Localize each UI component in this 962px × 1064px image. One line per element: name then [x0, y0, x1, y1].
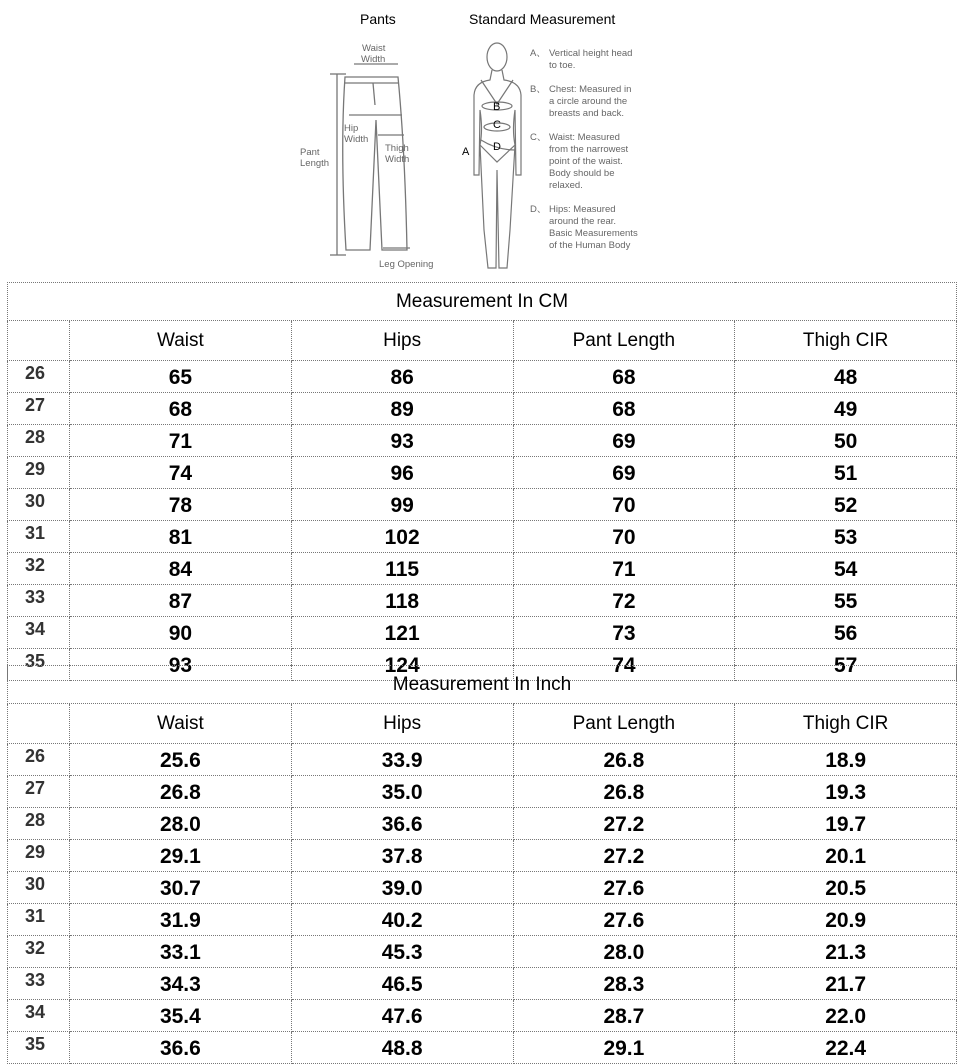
- size-label: 29: [8, 840, 70, 872]
- letter-b: B: [493, 101, 501, 113]
- note-d-line: around the rear.: [549, 216, 617, 227]
- table-cell: 39.0: [291, 872, 513, 904]
- size-label: 26: [8, 744, 70, 776]
- column-header: [8, 704, 70, 744]
- table-cell: 56: [735, 617, 957, 649]
- table-cell: 93: [70, 649, 292, 681]
- thigh-width-label-2: Width: [385, 154, 410, 165]
- table-cell: 93: [291, 425, 513, 457]
- inch-size-table: [7, 665, 957, 1064]
- measurement-notes: [530, 48, 638, 251]
- size-label: 34: [8, 617, 70, 649]
- table-cell: 53: [735, 521, 957, 553]
- table-row: [8, 904, 957, 936]
- size-label: 32: [8, 553, 70, 585]
- column-header: Waist: [70, 321, 292, 361]
- note-b-letter: B、: [530, 84, 546, 95]
- table-cell: 28.0: [70, 808, 292, 840]
- hip-width-label-2: Width: [344, 134, 369, 145]
- table-cell: 78: [70, 489, 292, 521]
- pant-length-label: Pant: [300, 147, 320, 158]
- note-b-line: Chest: Measured in: [549, 84, 632, 95]
- table-cell: 26.8: [513, 744, 735, 776]
- table-row: [8, 872, 957, 904]
- table-cell: 34.3: [70, 968, 292, 1000]
- letter-c: C: [493, 119, 501, 131]
- letter-a: A: [462, 146, 470, 158]
- note-a-letter: A、: [530, 48, 546, 59]
- table-cell: 52: [735, 489, 957, 521]
- table-cell: 57: [735, 649, 957, 681]
- pants-title: Pants: [360, 11, 396, 27]
- size-label: 27: [8, 393, 70, 425]
- table-cell: 96: [291, 457, 513, 489]
- size-label: 34: [8, 1000, 70, 1032]
- waist-width-label: Waist: [362, 43, 386, 54]
- table-row: [8, 393, 957, 425]
- table-cell: 68: [513, 393, 735, 425]
- note-b-line: a circle around the: [549, 96, 628, 107]
- table-title: Measurement In CM: [8, 283, 957, 321]
- note-d-line: Hips: Measured: [549, 204, 616, 215]
- table-cell: 27.2: [513, 808, 735, 840]
- table-cell: 21.3: [735, 936, 957, 968]
- table-cell: 87: [70, 585, 292, 617]
- note-a-line: Vertical height head: [549, 48, 633, 59]
- table-cell: 71: [513, 553, 735, 585]
- size-label: 31: [8, 521, 70, 553]
- column-header: Waist: [70, 704, 292, 744]
- table-title-row: [8, 283, 957, 321]
- table-cell: 48: [735, 361, 957, 393]
- table-cell: 51: [735, 457, 957, 489]
- table-row: [8, 361, 957, 393]
- table-cell: 89: [291, 393, 513, 425]
- table-cell: 69: [513, 457, 735, 489]
- table-cell: 70: [513, 489, 735, 521]
- hip-width-label: Hip: [344, 123, 359, 134]
- column-header: Hips: [291, 321, 513, 361]
- table-cell: 36.6: [70, 1032, 292, 1064]
- table-cell: 55: [735, 585, 957, 617]
- size-label: 30: [8, 489, 70, 521]
- column-header: Hips: [291, 704, 513, 744]
- table-cell: 35.4: [70, 1000, 292, 1032]
- table-cell: 22.4: [735, 1032, 957, 1064]
- size-label: 28: [8, 425, 70, 457]
- column-header: Pant Length: [513, 704, 735, 744]
- size-label: 26: [8, 361, 70, 393]
- table-row: [8, 776, 957, 808]
- column-header: Pant Length: [513, 321, 735, 361]
- table-cell: 86: [291, 361, 513, 393]
- table-cell: 118: [291, 585, 513, 617]
- size-label: 33: [8, 968, 70, 1000]
- note-c-line: relaxed.: [549, 180, 583, 191]
- table-cell: 20.5: [735, 872, 957, 904]
- size-label: 28: [8, 808, 70, 840]
- table-cell: 46.5: [291, 968, 513, 1000]
- standard-measurement-title: Standard Measurement: [469, 11, 616, 27]
- pant-length-label-2: Length: [300, 158, 330, 169]
- thigh-width-label: Thigh: [385, 143, 409, 154]
- table-cell: 45.3: [291, 936, 513, 968]
- table-header-row: [8, 704, 957, 744]
- table-cell: 29.1: [70, 840, 292, 872]
- size-label: 35: [8, 649, 70, 681]
- table-cell: 50: [735, 425, 957, 457]
- table-cell: 48.8: [291, 1032, 513, 1064]
- table-cell: 22.0: [735, 1000, 957, 1032]
- table-cell: 72: [513, 585, 735, 617]
- table-cell: 68: [513, 361, 735, 393]
- table-cell: 40.2: [291, 904, 513, 936]
- table-cell: 33.9: [291, 744, 513, 776]
- table-cell: 26.8: [513, 776, 735, 808]
- table-cell: 69: [513, 425, 735, 457]
- table-cell: 18.9: [735, 744, 957, 776]
- table-row: [8, 553, 957, 585]
- table-cell: 29.1: [513, 1032, 735, 1064]
- table-row: [8, 968, 957, 1000]
- table-cell: 25.6: [70, 744, 292, 776]
- table-cell: 20.1: [735, 840, 957, 872]
- table-cell: 90: [70, 617, 292, 649]
- table-row: [8, 521, 957, 553]
- leg-opening-label: Leg Opening: [379, 259, 434, 270]
- table-cell: 71: [70, 425, 292, 457]
- size-label: 29: [8, 457, 70, 489]
- size-label: 27: [8, 776, 70, 808]
- table-cell: 115: [291, 553, 513, 585]
- table-cell: 27.2: [513, 840, 735, 872]
- column-header: Thigh CIR: [735, 321, 957, 361]
- size-label: 30: [8, 872, 70, 904]
- table-cell: 49: [735, 393, 957, 425]
- table-cell: 73: [513, 617, 735, 649]
- column-header: [8, 321, 70, 361]
- table-row: [8, 1000, 957, 1032]
- table-cell: 20.9: [735, 904, 957, 936]
- table-cell: 74: [70, 457, 292, 489]
- table-row: [8, 936, 957, 968]
- waist-width-label-2: Width: [361, 54, 386, 65]
- table-cell: 65: [70, 361, 292, 393]
- note-a-line: to toe.: [549, 60, 576, 71]
- table-row: [8, 808, 957, 840]
- table-cell: 84: [70, 553, 292, 585]
- table-row: [8, 425, 957, 457]
- note-c-line: from the narrowest: [549, 144, 629, 155]
- table-cell: 99: [291, 489, 513, 521]
- table-row: [8, 585, 957, 617]
- table-cell: 81: [70, 521, 292, 553]
- table-title-row: [8, 666, 957, 704]
- table-cell: 21.7: [735, 968, 957, 1000]
- table-row: [8, 1032, 957, 1064]
- table-row: [8, 457, 957, 489]
- table-cell: 70: [513, 521, 735, 553]
- table-row: [8, 840, 957, 872]
- note-d-line: of the Human Body: [549, 240, 631, 251]
- table-header-row: [8, 321, 957, 361]
- table-cell: 68: [70, 393, 292, 425]
- note-b-line: breasts and back.: [549, 108, 624, 119]
- table-cell: 28.7: [513, 1000, 735, 1032]
- measurement-illustration: [290, 0, 690, 275]
- note-d-letter: D、: [530, 204, 547, 215]
- table-cell: 54: [735, 553, 957, 585]
- size-label: 32: [8, 936, 70, 968]
- table-cell: 102: [291, 521, 513, 553]
- table-cell: 121: [291, 617, 513, 649]
- table-cell: 31.9: [70, 904, 292, 936]
- table-cell: 27.6: [513, 904, 735, 936]
- table-cell: 36.6: [291, 808, 513, 840]
- table-cell: 19.7: [735, 808, 957, 840]
- column-header: Thigh CIR: [735, 704, 957, 744]
- body-figure: [474, 43, 521, 268]
- note-c-letter: C、: [530, 132, 547, 143]
- table-cell: 37.8: [291, 840, 513, 872]
- table-title: Measurement In Inch: [8, 666, 957, 704]
- table-cell: 19.3: [735, 776, 957, 808]
- size-label: 35: [8, 1032, 70, 1064]
- table-cell: 28.3: [513, 968, 735, 1000]
- letter-d: D: [493, 141, 501, 153]
- size-label: 33: [8, 585, 70, 617]
- table-cell: 33.1: [70, 936, 292, 968]
- table-row: [8, 744, 957, 776]
- table-cell: 124: [291, 649, 513, 681]
- cm-size-table: [7, 282, 957, 681]
- table-cell: 27.6: [513, 872, 735, 904]
- note-d-line: Basic Measurements: [549, 228, 638, 239]
- note-c-line: Waist: Measured: [549, 132, 620, 143]
- table-row: [8, 617, 957, 649]
- table-cell: 30.7: [70, 872, 292, 904]
- table-cell: 74: [513, 649, 735, 681]
- table-row: [8, 489, 957, 521]
- table-cell: 26.8: [70, 776, 292, 808]
- note-c-line: point of the waist.: [549, 156, 623, 167]
- size-label: 31: [8, 904, 70, 936]
- note-c-line: Body should be: [549, 168, 615, 179]
- table-cell: 28.0: [513, 936, 735, 968]
- table-cell: 35.0: [291, 776, 513, 808]
- table-cell: 47.6: [291, 1000, 513, 1032]
